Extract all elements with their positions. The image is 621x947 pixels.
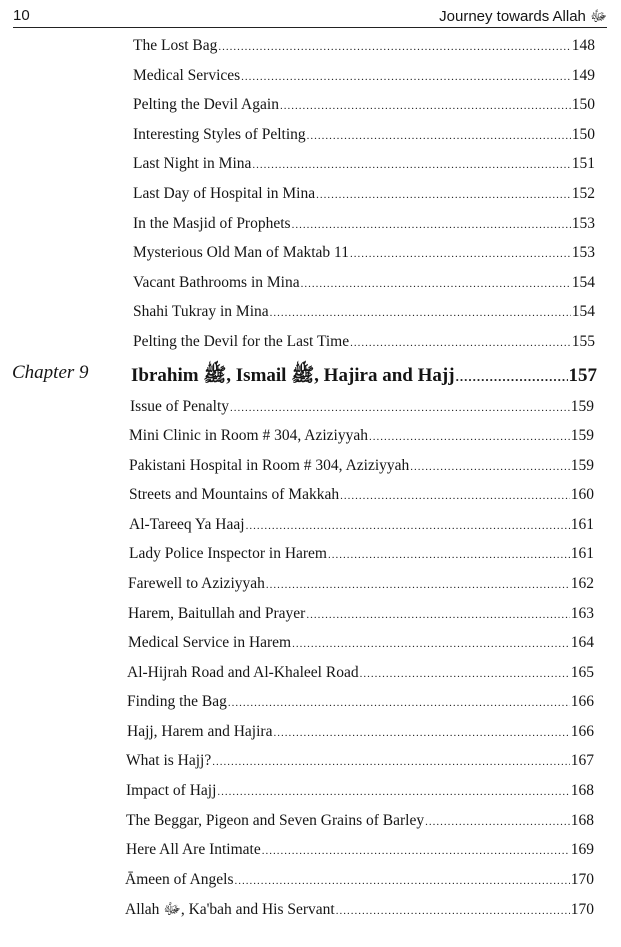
toc-entry-page: 170	[570, 871, 594, 888]
toc-entry	[127, 662, 594, 684]
dot-leader	[307, 125, 571, 147]
toc-entry	[125, 899, 594, 921]
toc-entry	[126, 750, 594, 772]
toc-entry-page: 150	[571, 126, 595, 143]
toc-entry	[128, 632, 594, 654]
toc-entry-page: 161	[570, 545, 594, 562]
toc-entry-page: 169	[570, 841, 594, 858]
dot-leader	[336, 900, 570, 922]
toc-entry-title: Finding the Bag	[127, 693, 227, 710]
toc-entry-title: Farewell to Aziziyyah	[128, 575, 265, 592]
dot-leader	[270, 302, 571, 324]
dot-leader	[328, 544, 570, 566]
toc-entry-title: Here All Are Intimate	[126, 841, 261, 858]
dot-leader	[273, 722, 569, 744]
toc-entry-title: Al-Hijrah Road and Al-Khaleel Road	[127, 664, 359, 681]
toc-entry-page: 162	[570, 575, 594, 592]
chapter-page: 157	[568, 365, 597, 386]
toc-entry-page: 166	[570, 693, 594, 710]
toc-entry	[129, 484, 594, 506]
toc-entry	[127, 691, 594, 713]
dot-leader	[266, 574, 570, 596]
toc-entry	[133, 124, 595, 146]
toc-entry	[129, 455, 594, 477]
dot-leader	[350, 243, 571, 265]
toc-entry-page: 149	[571, 67, 595, 84]
toc-entry-page: 167	[570, 752, 594, 769]
dot-leader	[350, 332, 571, 354]
toc-entry	[129, 425, 594, 447]
toc-entry	[133, 301, 595, 323]
toc-entry-page: 160	[570, 486, 594, 503]
dot-leader	[241, 66, 571, 88]
toc-entry-page: 168	[570, 812, 594, 829]
toc-entry	[133, 35, 595, 57]
dot-leader	[340, 485, 570, 507]
toc-entry-page: 153	[571, 244, 595, 261]
toc-entry	[133, 65, 595, 87]
dot-leader	[369, 426, 570, 448]
toc-entry	[133, 183, 595, 205]
dot-leader	[230, 397, 570, 419]
page-number: 10	[13, 7, 30, 24]
dot-leader	[252, 154, 570, 176]
dot-leader	[217, 781, 569, 803]
toc-entry-page: 159	[570, 427, 594, 444]
dot-leader	[262, 840, 570, 862]
toc-entry-title: Medical Service in Harem	[128, 634, 292, 651]
toc-entry	[126, 839, 594, 861]
toc-entry-page: 159	[570, 457, 594, 474]
toc-entry-page: 152	[571, 185, 595, 202]
toc-entry	[127, 721, 594, 743]
toc-entry-title: Allah ﷻ, Ka'bah and His Servant	[125, 901, 335, 918]
dot-leader	[234, 870, 569, 892]
chapter-title: Ibrahim ﷺ, Ismail ﷺ, Hajira and Hajj	[131, 365, 455, 386]
toc-entry	[133, 331, 595, 353]
toc-entry-page: 151	[571, 155, 595, 172]
toc-entry-page: 161	[570, 516, 594, 533]
toc-entry-page: 155	[571, 333, 595, 350]
chapter-entry	[131, 363, 597, 389]
toc-entry-page: 148	[571, 37, 595, 54]
toc-entry-title: Āmeen of Angels	[125, 871, 234, 888]
dot-leader	[410, 456, 569, 478]
toc-entry-title: Mini Clinic in Room # 304, Aziziyyah	[129, 427, 368, 444]
toc-entry-title: Streets and Mountains of Makkah	[129, 486, 340, 503]
dot-leader	[292, 214, 571, 236]
toc-entry-title: Pelting the Devil Again	[133, 96, 279, 113]
toc-entry-title: Medical Services	[133, 67, 241, 84]
toc-entry-page: 166	[570, 723, 594, 740]
toc-entry-page: 159	[570, 398, 594, 415]
toc-entry-title: Mysterious Old Man of Maktab 11	[133, 244, 349, 261]
toc-entry-page: 153	[571, 215, 595, 232]
toc-entry	[128, 573, 594, 595]
toc-entry-title: Harem, Baitullah and Prayer	[128, 605, 306, 622]
toc-entry-title: Impact of Hajj	[126, 782, 217, 799]
running-title: Journey towards Allah ﷻ	[439, 8, 607, 25]
toc-entry-page: 164	[570, 634, 594, 651]
toc-entry-page: 163	[570, 605, 594, 622]
toc-entry-title: Last Night in Mina	[133, 155, 252, 172]
dot-leader	[246, 515, 570, 537]
toc-entry-page: 154	[571, 303, 595, 320]
toc-entry-title: Shahi Tukray in Mina	[133, 303, 269, 320]
dot-leader	[292, 633, 570, 655]
toc-entry	[133, 213, 595, 235]
dot-leader	[425, 811, 570, 833]
toc-entry-title: Al-Tareeq Ya Haaj	[129, 516, 245, 533]
dot-leader	[218, 36, 570, 58]
toc-entry-page: 165	[570, 664, 594, 681]
toc-entry	[130, 396, 594, 418]
dot-leader	[228, 692, 570, 714]
toc-entry	[133, 242, 595, 264]
toc-entry	[133, 272, 595, 294]
toc-entry	[126, 780, 594, 802]
toc-entry-title: Lady Police Inspector in Harem	[129, 545, 327, 562]
toc-entry-page: 154	[571, 274, 595, 291]
dot-leader	[316, 184, 571, 206]
dot-leader	[306, 604, 569, 626]
toc-entry-title: Hajj, Harem and Hajira	[127, 723, 273, 740]
toc-entry-title: Issue of Penalty	[130, 398, 230, 415]
dot-leader	[456, 364, 568, 390]
dot-leader	[360, 663, 570, 685]
toc-entry	[128, 603, 594, 625]
toc-entry-page: 150	[571, 96, 595, 113]
chapter-label: Chapter 9	[12, 362, 89, 383]
toc-entry-title: Pelting the Devil for the Last Time	[133, 333, 350, 350]
toc-entry-page: 170	[570, 901, 594, 918]
page-header	[13, 5, 607, 28]
dot-leader	[280, 95, 571, 117]
toc-entry-title: Interesting Styles of Pelting	[133, 126, 306, 143]
toc-entry	[129, 543, 594, 565]
toc-entry-title: The Lost Bag	[133, 37, 218, 54]
toc-entry	[126, 810, 594, 832]
toc-entry	[129, 514, 594, 536]
toc-entry	[133, 153, 595, 175]
toc-entry-title: Pakistani Hospital in Room # 304, Aziziyyah	[129, 457, 410, 474]
dot-leader	[301, 273, 571, 295]
toc-entry-title: Last Day of Hospital in Mina	[133, 185, 316, 202]
toc-entry-title: What is Hajj?	[126, 752, 212, 769]
toc-entry-title: Vacant Bathrooms in Mina	[133, 274, 300, 291]
toc-entry	[125, 869, 594, 891]
toc-entry-title: In the Masjid of Prophets	[133, 215, 291, 232]
toc-entry	[133, 94, 595, 116]
dot-leader	[212, 751, 570, 773]
toc-entry-title: The Beggar, Pigeon and Seven Grains of Barley	[126, 812, 425, 829]
toc-entry-page: 168	[570, 782, 594, 799]
